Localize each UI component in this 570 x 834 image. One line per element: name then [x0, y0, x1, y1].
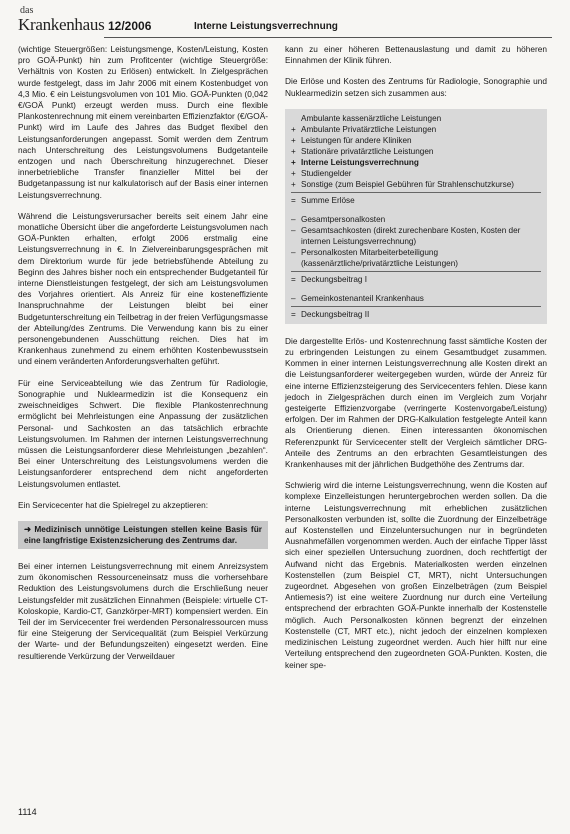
calc-label: Leistungen für andere Kliniken [301, 135, 412, 145]
left-paragraph-1: (wichtige Steuergrößen: Leistungsmenge, Kosten/Leistung, Kosten pro GOÄ-Punkt) hin zum Profitcenter (wichtige Steuergröße: Verhältnis von Kosten zu Erlösen) entwickelt. In Zielgesprächen wurde festgelegt, dass im Jahr 2006 mit einem Kostenbudget von 4,3 Mio. € ein Leistungsvolumen von 101 Mio. GOÄ-Punkten (0,042 €/GOÄ Punkt) erzeugt werden muss. Durch eine flexible Plankostenrechnung mit einem vereinbarten Effizienzfaktor (€/GOÄ-Punkt) wird im Laufe des Jahres das Budget flexibel den Leistungsanforderungen angepasst. Somit werden dem Zentrum nach Unterschreitung des Leistungsvolumens Budgetanteile entzogen und nach Überschreitung hinzugerechnet. Dieser innerbetriebliche Transfer finanzieller Mittel bei der Budgetanpassung ist nur kalkulatorisch auf der Basis einer internen Leistungsverrechnung. [18, 44, 268, 200]
calc-line [291, 113, 541, 124]
calc-line [291, 157, 541, 168]
highlight-callout: ➜ Medizinisch unnötige Leistungen stellen keine Basis für eine langfristige Existenzsicherung des Zentrums dar. [18, 521, 268, 549]
calc-line [291, 179, 541, 190]
calc-line [291, 146, 541, 157]
calc-line [291, 293, 541, 304]
calc-label: Interne Leistungsverrechnung [301, 157, 419, 167]
calc-label: Personalkosten Mitarbeiterbeteiligung (kassenärztliche/privatärztliche Leistungen) [301, 247, 459, 268]
calc-operator: = [291, 274, 296, 284]
calc-label: Sonstige (zum Beispiel Gebühren für Strahlenschutzkurse) [301, 179, 514, 189]
calc-line [291, 274, 541, 285]
left-paragraph-3: Für eine Serviceabteilung wie das Zentrum für Radiologie, Sonographie und Nuklearmedizin ist die Konsequenz ein zweischneidiges Schwert. Die flexible Plankostenrechnung ermöglicht bei Mehrleistungen eine Anpassung der zusätzlichen Personal- und Sachkosten an das tatsächlich erbrachte Leistungsvolumen. Im Rahmen der internen Leistungsverrechnung müssen die Leistungsanforderer diese Mehrleistungen „bezahlen“. Bei einer Unterschreitung des Leistungsvolumens werden die Leistungsanforderer entsprechend dem nicht angeforderten Leistungsvolumen entlastet. [18, 377, 268, 489]
calc-operator: – [291, 247, 296, 257]
calc-label: Studiengelder [301, 168, 352, 178]
calc-label: Deckungsbeitrag I [301, 274, 367, 284]
calc-operator: – [291, 214, 296, 224]
calc-line [291, 124, 541, 135]
left-paragraph-4: Ein Servicecenter hat die Spielregel zu akzeptieren: [18, 499, 209, 510]
calc-divider [291, 271, 541, 272]
section-title: Interne Leistungsverrechnung [194, 21, 338, 32]
logo-name-text: Krankenhaus [18, 15, 105, 34]
journal-logo [18, 5, 105, 34]
calc-gap [291, 285, 541, 293]
calc-line [291, 168, 541, 179]
calc-operator: – [291, 293, 296, 303]
calc-operator: + [291, 157, 296, 167]
page-header [18, 6, 552, 42]
header-divider [104, 37, 552, 38]
calc-label: Summe Erlöse [301, 195, 355, 205]
calc-divider [291, 306, 541, 307]
calc-gap [291, 206, 541, 214]
calc-operator: = [291, 309, 296, 319]
calc-operator: + [291, 146, 296, 156]
left-paragraph-5: Bei einer internen Leistungsverrechnung mit einem Anreizsystem zum ökonomischen Ressourceneinsatz muss die vorhersehbare Reduktion des Leistungsvolumens durch die Erschließung neuer Leistungsfelder mit zusätzlichen Einnahmen (Beispiele: virtuelle CT-Koloskopie, Kardio-CT, Ganzkörper-MRT) kompensiert werden. Ein Teil der im Servicecenter frei werdenden Personalressourcen muss für eine Steigerung der Servicequalität (zum Beispiel Verkürzung der Warte- und der Befundungszeiten) eingesetzt werden. Eine resultierende Verkürzung der Verweildauer [18, 560, 268, 661]
calc-operator: = [291, 195, 296, 205]
calc-label: Ambulante kassenärztliche Leistungen [301, 113, 442, 123]
calc-line [291, 309, 541, 320]
calc-label: Gesamtpersonalkosten [301, 214, 386, 224]
calc-divider [291, 192, 541, 193]
page-number: 1114 [18, 807, 37, 817]
right-paragraph-2: Die Erlöse und Kosten des Zentrums für Radiologie, Sonographie und Nuklearmedizin setzen sich zusammen aus: [285, 76, 547, 98]
calc-line [291, 225, 541, 247]
calc-line [291, 195, 541, 206]
left-column [18, 44, 268, 672]
right-column [285, 44, 547, 681]
logo-small-text: das [20, 5, 34, 16]
calc-label: Stationäre privatärztliche Leistungen [301, 146, 434, 156]
calc-operator: + [291, 179, 296, 189]
calc-operator: – [291, 225, 296, 235]
right-paragraph-3: Die dargestellte Erlös- und Kostenrechnung fasst sämtliche Kosten der zu erbringenden Leistungen zu einem Gesamtbudget zusammen. Kommen in einer internen Leistungsverrechnung alle Kosten direkt an die Leistungsanforderer weitergegeben wurden, würde der Anreiz für eine interne Effizienzsteigerung des Servicecenters fehlen. Diese kann jedoch in Zielgesprächen durch einen im Vergleich zum Vorjahr gesteigerte Effizienzvorgabe (verringerte Kostenvorgabe/Leistung) erfolgen. Der im Rahmen der DRG-Kalkulation festgelegte Anteil kann als Orientierung dienen. Einen interessanten ökonomischen Referenzpunkt für Servicecenter stellt der Vergleich sämtlicher DRG-Anteile des Zentrums an den erbrachten Gesamtleistungen des Krankenhauses mit der jährlichen Budgethöhe des Zentrums dar. [285, 335, 547, 470]
calc-label: Gesamtsachkosten (direkt zurechenbare Kosten, Kosten der internen Leistungsverrechnung) [301, 225, 521, 246]
calc-label: Ambulante Privatärztliche Leistungen [301, 124, 437, 134]
right-paragraph-4: Schwierig wird die interne Leistungsverrechnung, wenn die Kosten auf komplexe Einzelleistungen heruntergebrochen werden sollen. Da die interne Leistungsverrechnung mit erheblichen zusätzlichen Personalkosten verbunden ist, sollte die Zuordnung der Einzelbeträge auf Kostenstellen und Einzeluntersuchungen nur in begründeten Ausnahmefällen vorgenommen werden. Auch der einfache Tipper lässt sich einer speziellen Untersuchung zuordnen, doch rechtfertigt der Aufwand nicht das Ergebnis. Materialkosten werden einzelnen Kostenstellen (zum Beispiel CT, MRT), nicht Untersuchungen zugeordnet. Abgesehen von großen Einzelbeträgen (zum Beispiel Antiemesis?) ist eine weitere Zuordnung nur durch eine Verteilung entsprechend der erbrachten GOÄ-Punkte innerhalb der Kostenstelle möglich. Auch Personalkosten können begrenzt der einzelnen Kostenstelle (CT, MRT etc.), nicht jedoch der einzelnen komplexen medizinischen Leistung zugeordnet werden. Auch hier hilft nur eine Verteilung entsprechend den zugeordneten GOÄ-Punkten. Kosten, die keiner spe- [285, 480, 547, 670]
calc-line [291, 214, 541, 225]
calc-line [291, 135, 541, 146]
calc-operator: + [291, 168, 296, 178]
revenue-cost-box [285, 109, 547, 324]
calc-line [291, 247, 541, 269]
issue-number: 12/2006 [108, 19, 152, 33]
right-paragraph-1: kann zu einer höheren Bettenauslastung und damit zu höheren Einnahmen der Klinik führen. [285, 44, 547, 66]
left-paragraph-2: Während die Leistungsverursacher bereits seit einem Jahr eine monatliche Übersicht über die angeforderte Leistungsvolumen nach GOÄ-Punkten erhalten, erfolgt 2006 erstmalig eine Leistungsverrechnung in €. In Zielvereinbarungsgesprächen mit dem Direktorium wurde für jede betriebsfühende Abteilung zu Beginn des Jahres bisher noch ein entsprechender Budgetanteil für interne Dienstleistungen festgelegt, der sich am Leistungsvolumen des Vorjahres orientiert. Als Anreiz für eine kosteneffiziente Inanspruchnahme der Leistungen bleibt bei einer Budgetunterschreitung ein Teilbetrag in der freien Verfügungsmasse der Abteilung/des Zentrums. Die Verwendung kann bis zu einer personengebundenen Ausschüttung reichen. Dies hat im Krankenhaus zunehmend zu einem erhöhten Kostenbewusstsein und einem veränderten Anforderungsverhalten geführt. [18, 210, 268, 367]
calc-operator: + [291, 124, 296, 134]
calc-operator: + [291, 135, 296, 145]
calc-label: Deckungsbeitrag II [301, 309, 370, 319]
calc-label: Gemeinkostenanteil Krankenhaus [301, 293, 424, 303]
calc-operator [291, 113, 301, 124]
